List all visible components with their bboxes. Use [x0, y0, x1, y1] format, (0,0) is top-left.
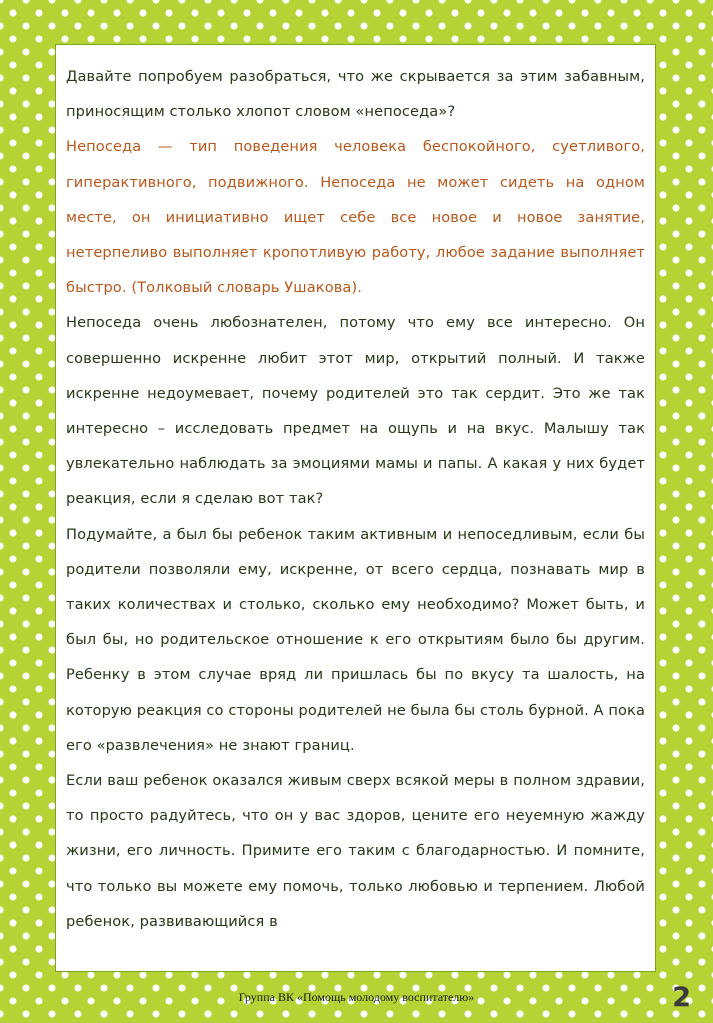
- paragraph-intro: Давайте попробуем разобраться, что же скрывается за этим забавным, приносящим столько хлопот словом «непоседа»?: [66, 68, 645, 121]
- article-text: [66, 59, 645, 939]
- paragraph-curiosity: Непоседа очень любознателен, потому что ему все интересно. Он совершенно искренне любит этот мир, открытий полный. И также искренне недоумевает, почему родителей это так сердит. Это же так интересно – исследовать предмет на ощупь и на вкус. Малышу так увлекательно наблюдать за эмоциями мамы и папы. А какая у них будет реакция, если я сделаю вот так?: [66, 314, 645, 508]
- paragraph-reflection: Подумайте, а был бы ребенок таким активным и непоседливым, если бы родители позволяли ему, искренне, от всего сердца, познавать мир в таких количествах и столько, сколько ему необходимо? Может быть, и был бы, но родительское отношение к его открытиям было бы другим. Ребенку в этом случае вряд ли пришлась бы по вкусу та шалость, на которую реакция со стороны родителей не была бы столь бурной. А пока его «развлечения» не знают границ.: [66, 525, 646, 754]
- footer-caption: Группа ВК «Помощь молодому воспитателю»: [238, 990, 475, 1004]
- content-panel: [55, 44, 656, 972]
- paragraph-definition: Непоседа — тип поведения человека беспокойного, суетливого, гиперактивного, подвижного. Непоседа не может сидеть на одном месте, он инициативно ищет себе все новое и новое занятие, нетерпеливо выполняет кропотливую работу, любое задание выполняет быстро. (Толковый словарь Ушакова).: [66, 138, 645, 297]
- page-number: 2: [672, 982, 691, 1013]
- paragraph-advice: Если ваш ребенок оказался живым сверх всякой меры в полном здравии, то просто радуйтесь, что он у вас здоров, цените его неуемную жажду жизни, его личность. Примите его таким с благодарностью. И помните, что только вы можете ему помочь, только любовью и терпением. Любой ребенок, развивающийся в: [66, 772, 645, 930]
